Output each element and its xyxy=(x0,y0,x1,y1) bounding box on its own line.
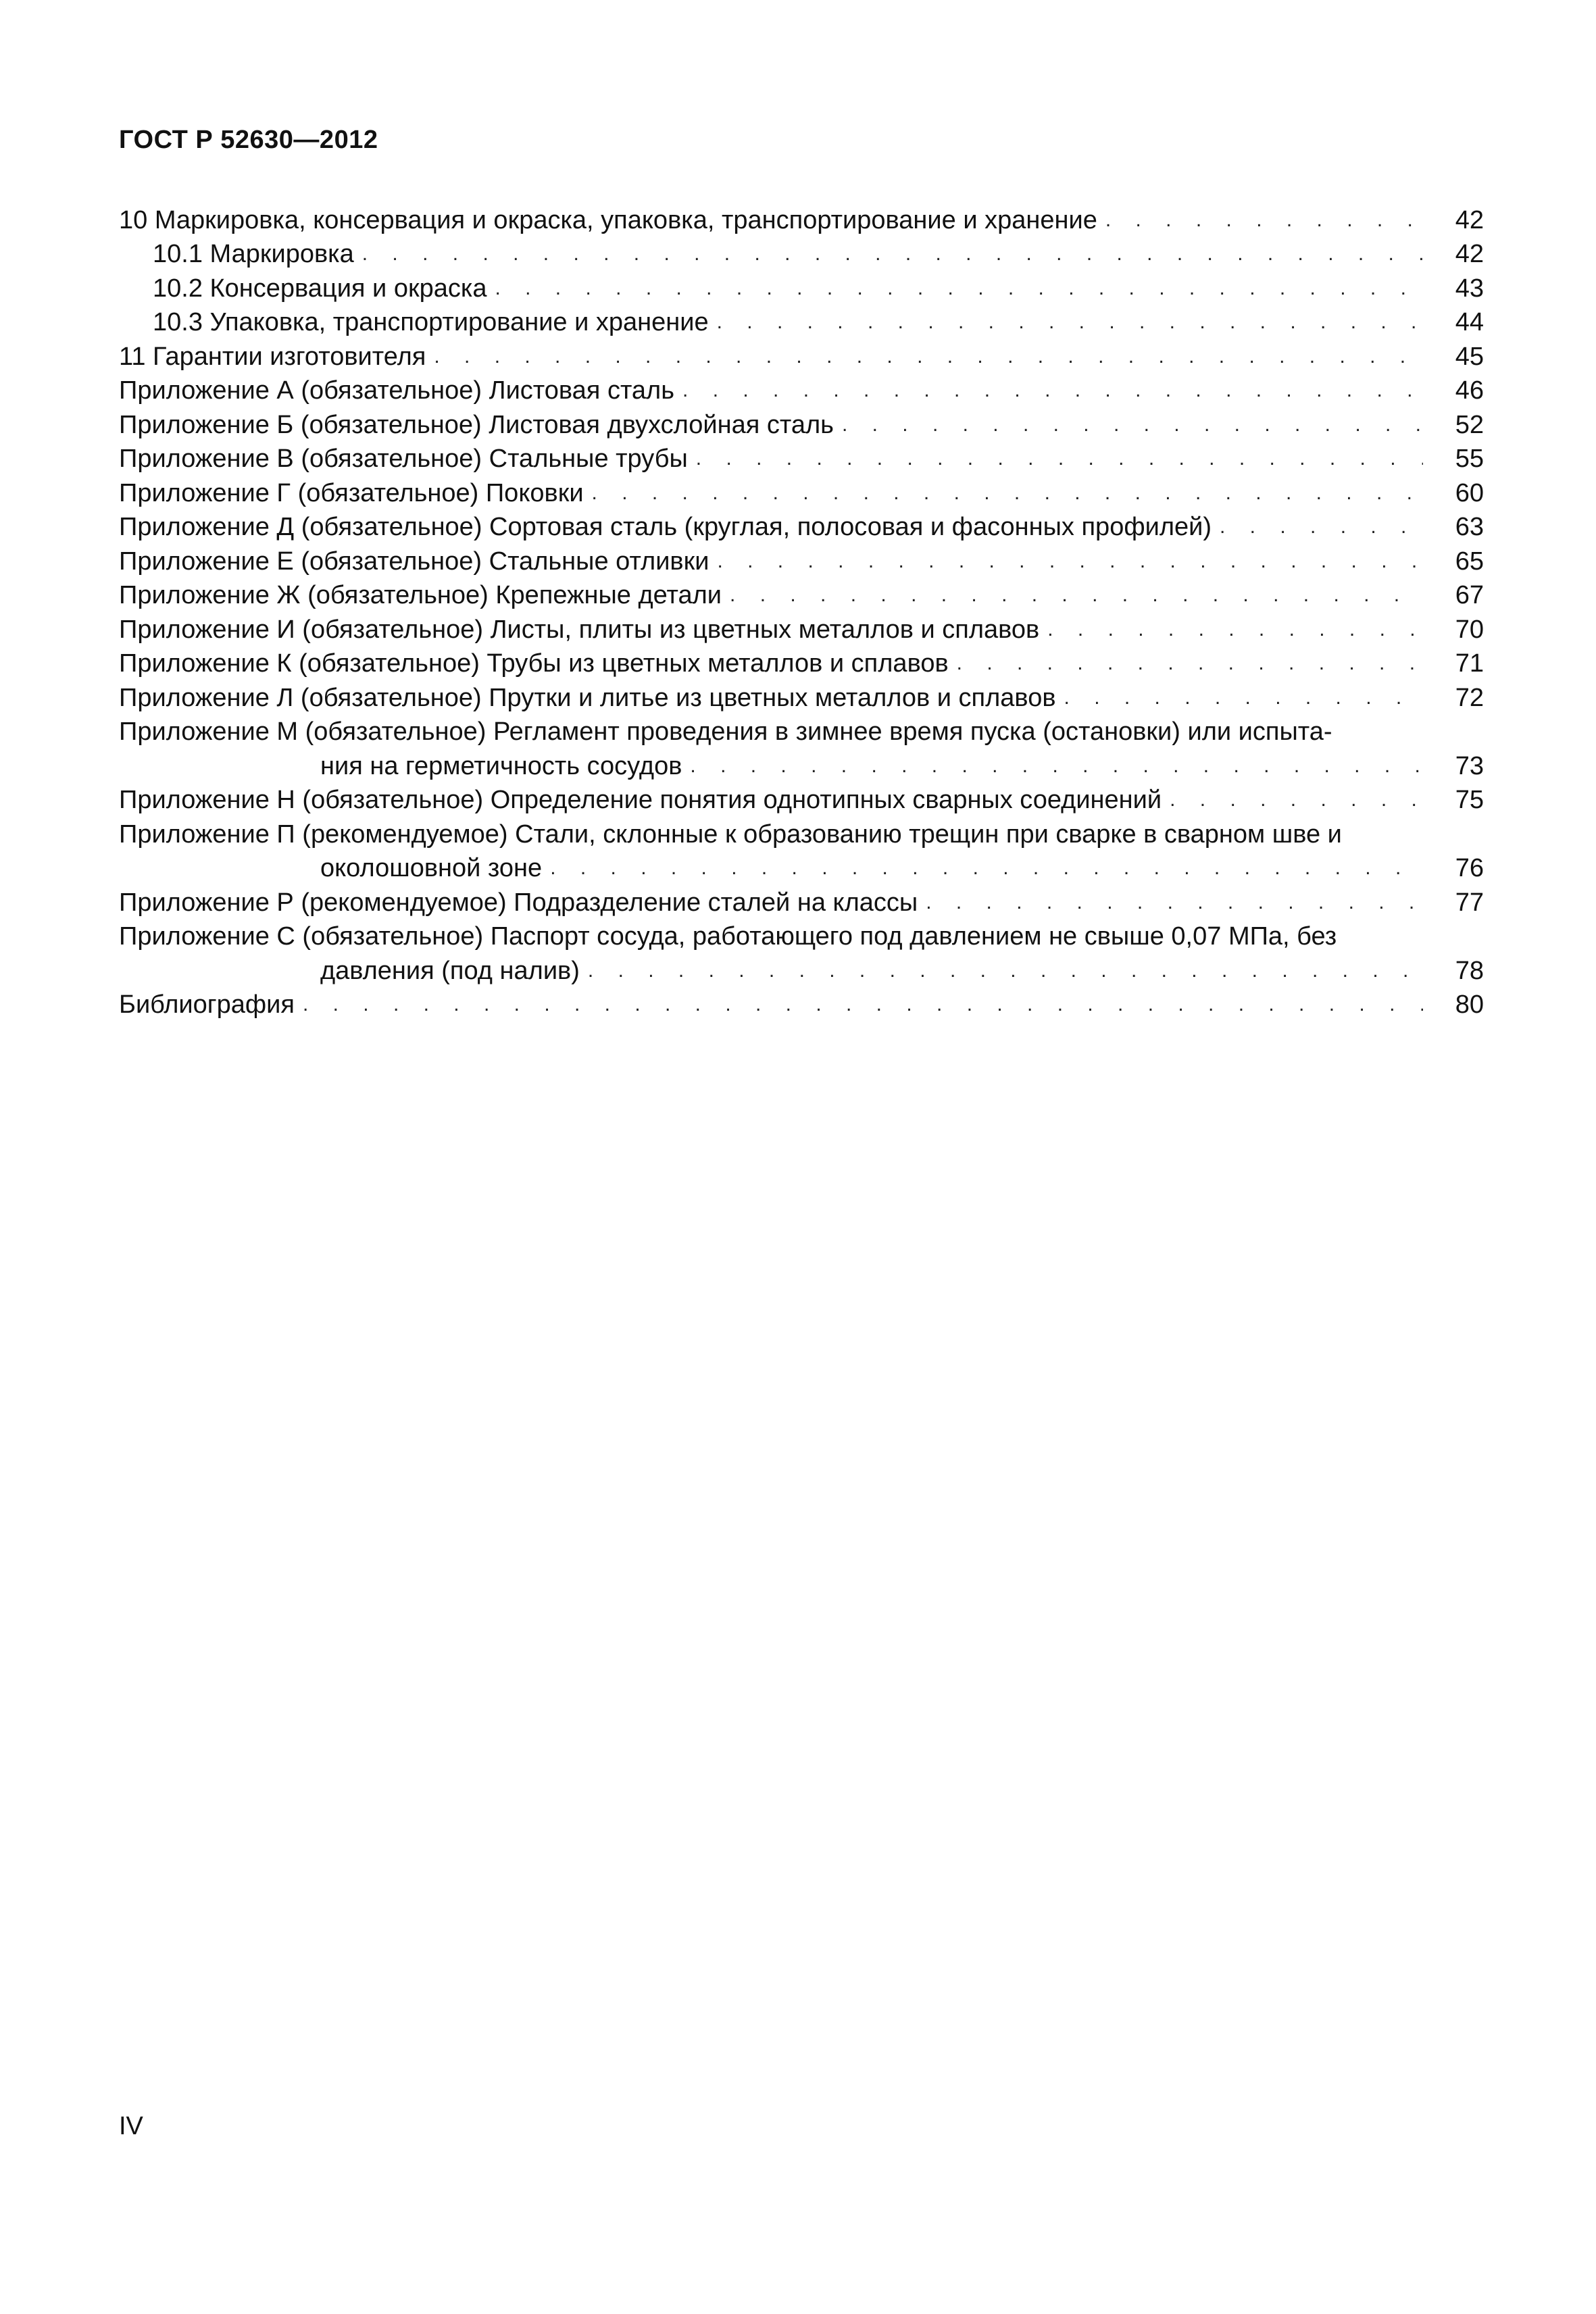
toc-entry-page: 63 xyxy=(1455,513,1484,541)
toc-entry[interactable] xyxy=(119,510,1484,545)
toc-entry-title: Приложение В (обязательное) Стальные трубы xyxy=(119,445,688,473)
toc-entry-page: 67 xyxy=(1455,581,1484,609)
toc-entry[interactable] xyxy=(119,817,1484,851)
toc-leader-dots xyxy=(303,988,1423,1022)
toc-entry-title: Приложение Е (обязательное) Стальные отливки xyxy=(119,547,709,576)
toc-entry-title: давления (под налив) xyxy=(320,956,580,985)
toc-entry[interactable] xyxy=(119,407,1484,442)
toc-entry-page: 42 xyxy=(1455,240,1484,268)
toc-leader-dots xyxy=(957,647,1423,680)
toc-entry[interactable] xyxy=(119,885,1484,920)
toc-entry[interactable] xyxy=(119,851,1484,886)
toc-entry-title: 11 Гарантии изготовителя xyxy=(119,342,426,371)
toc-leader-dots xyxy=(717,305,1423,339)
toc-entry-page: 45 xyxy=(1455,342,1484,371)
toc-entry-page: 52 xyxy=(1455,410,1484,439)
toc-entry-title: 10.2 Консервация и окраска xyxy=(153,274,487,303)
toc-leader-dots xyxy=(730,578,1423,612)
toc-entry-title: ния на герметичность сосудов xyxy=(320,751,682,780)
toc-leader-dots xyxy=(588,954,1423,988)
toc-entry-title: Приложение Ж (обязательное) Крепежные детали xyxy=(119,581,722,609)
toc-entry-page: 46 xyxy=(1455,376,1484,405)
toc-leader-dots xyxy=(690,749,1423,783)
toc-entry-title: Приложение Д (обязательное) Сортовая сталь (круглая, полосовая и фасонных профилей) xyxy=(119,513,1212,541)
toc-entry[interactable] xyxy=(119,953,1484,988)
toc-leader-dots xyxy=(1047,613,1423,647)
toc-leader-dots xyxy=(1170,783,1423,817)
toc-entry[interactable] xyxy=(119,715,1484,749)
toc-entry-title: 10.1 Маркировка xyxy=(153,240,354,268)
toc-entry[interactable] xyxy=(119,339,1484,374)
toc-leader-dots xyxy=(682,374,1423,407)
toc-entry-title: Приложение Р (рекомендуемое) Подразделение сталей на классы xyxy=(119,888,918,917)
toc-entry-title: Приложение И (обязательное) Листы, плиты из цветных металлов и сплавов xyxy=(119,615,1040,644)
toc-entry-page: 43 xyxy=(1455,274,1484,303)
toc-entry-page: 76 xyxy=(1455,854,1484,882)
toc-leader-dots xyxy=(1220,510,1423,544)
toc-leader-dots xyxy=(362,237,1423,271)
page-number: IV xyxy=(119,2112,143,2140)
toc-entry-title: Приложение А (обязательное) Листовая сталь xyxy=(119,376,675,405)
toc-entry-page: 55 xyxy=(1455,445,1484,473)
toc-entry[interactable] xyxy=(119,544,1484,578)
toc-entry-title: Приложение Г (обязательное) Поковки xyxy=(119,478,584,507)
toc-entry-title: 10 Маркировка, консервация и окраска, упаковка, транспортирование и хранение xyxy=(119,205,1097,234)
toc-leader-dots xyxy=(842,408,1423,442)
toc-entry[interactable] xyxy=(119,476,1484,510)
toc-entry[interactable] xyxy=(119,920,1484,954)
toc-leader-dots xyxy=(495,272,1423,305)
toc-leader-dots xyxy=(592,476,1423,510)
toc-entry[interactable] xyxy=(119,988,1484,1022)
toc-entry-page: 65 xyxy=(1455,547,1484,576)
toc-entry-page: 75 xyxy=(1455,786,1484,814)
toc-entry-title: Приложение С (обязательное) Паспорт сосуда, работающего под давлением не свыше 0,07 МПа, без xyxy=(119,922,1337,951)
toc-entry[interactable] xyxy=(119,442,1484,476)
toc-entry-title: Приложение Н (обязательное) Определение понятия однотипных сварных соединений xyxy=(119,786,1162,814)
toc-entry[interactable] xyxy=(119,203,1484,237)
toc-leader-dots xyxy=(1105,203,1423,237)
toc-entry-page: 42 xyxy=(1455,205,1484,234)
toc-entry[interactable] xyxy=(119,578,1484,613)
toc-leader-dots xyxy=(1064,681,1423,715)
toc-entry[interactable] xyxy=(119,374,1484,408)
toc-leader-dots xyxy=(696,442,1423,476)
toc-entry[interactable] xyxy=(119,612,1484,647)
toc-entry-page: 77 xyxy=(1455,888,1484,917)
document-header: ГОСТ Р 52630—2012 xyxy=(119,126,378,154)
toc-entry-title: околошовной зоне xyxy=(320,854,543,882)
toc-entry-title: Приложение П (рекомендуемое) Стали, склонные к образованию трещин при сварке в сварном шве и xyxy=(119,820,1342,849)
toc-entry[interactable] xyxy=(119,749,1484,783)
toc-entry[interactable] xyxy=(119,783,1484,818)
toc-entry-page: 44 xyxy=(1455,308,1484,336)
toc-entry[interactable] xyxy=(119,237,1484,272)
toc-entry-page: 60 xyxy=(1455,478,1484,507)
toc-entry-page: 71 xyxy=(1455,649,1484,678)
toc-entry-title: Библиография xyxy=(119,990,295,1019)
toc-entry-page: 72 xyxy=(1455,683,1484,712)
table-of-contents xyxy=(119,203,1484,1022)
toc-entry-title: Приложение Л (обязательное) Прутки и литье из цветных металлов и сплавов xyxy=(119,683,1056,712)
toc-entry-page: 80 xyxy=(1455,990,1484,1019)
toc-leader-dots xyxy=(550,851,1423,885)
toc-leader-dots xyxy=(926,886,1423,920)
toc-entry[interactable] xyxy=(119,680,1484,715)
toc-entry-title: Приложение М (обязательное) Регламент проведения в зимнее время пуска (остановки) или испыта- xyxy=(119,718,1332,746)
toc-entry-page: 78 xyxy=(1455,956,1484,985)
toc-entry-title: Приложение К (обязательное) Трубы из цветных металлов и сплавов xyxy=(119,649,949,678)
toc-leader-dots xyxy=(717,545,1423,578)
toc-entry-title: Приложение Б (обязательное) Листовая двухслойная сталь xyxy=(119,410,834,439)
toc-entry-page: 73 xyxy=(1455,751,1484,780)
toc-entry[interactable] xyxy=(119,271,1484,305)
toc-leader-dots xyxy=(434,340,1423,374)
toc-entry-page: 70 xyxy=(1455,615,1484,644)
toc-entry-title: 10.3 Упаковка, транспортирование и хранение xyxy=(153,308,709,336)
toc-entry[interactable] xyxy=(119,647,1484,681)
toc-entry[interactable] xyxy=(119,305,1484,340)
